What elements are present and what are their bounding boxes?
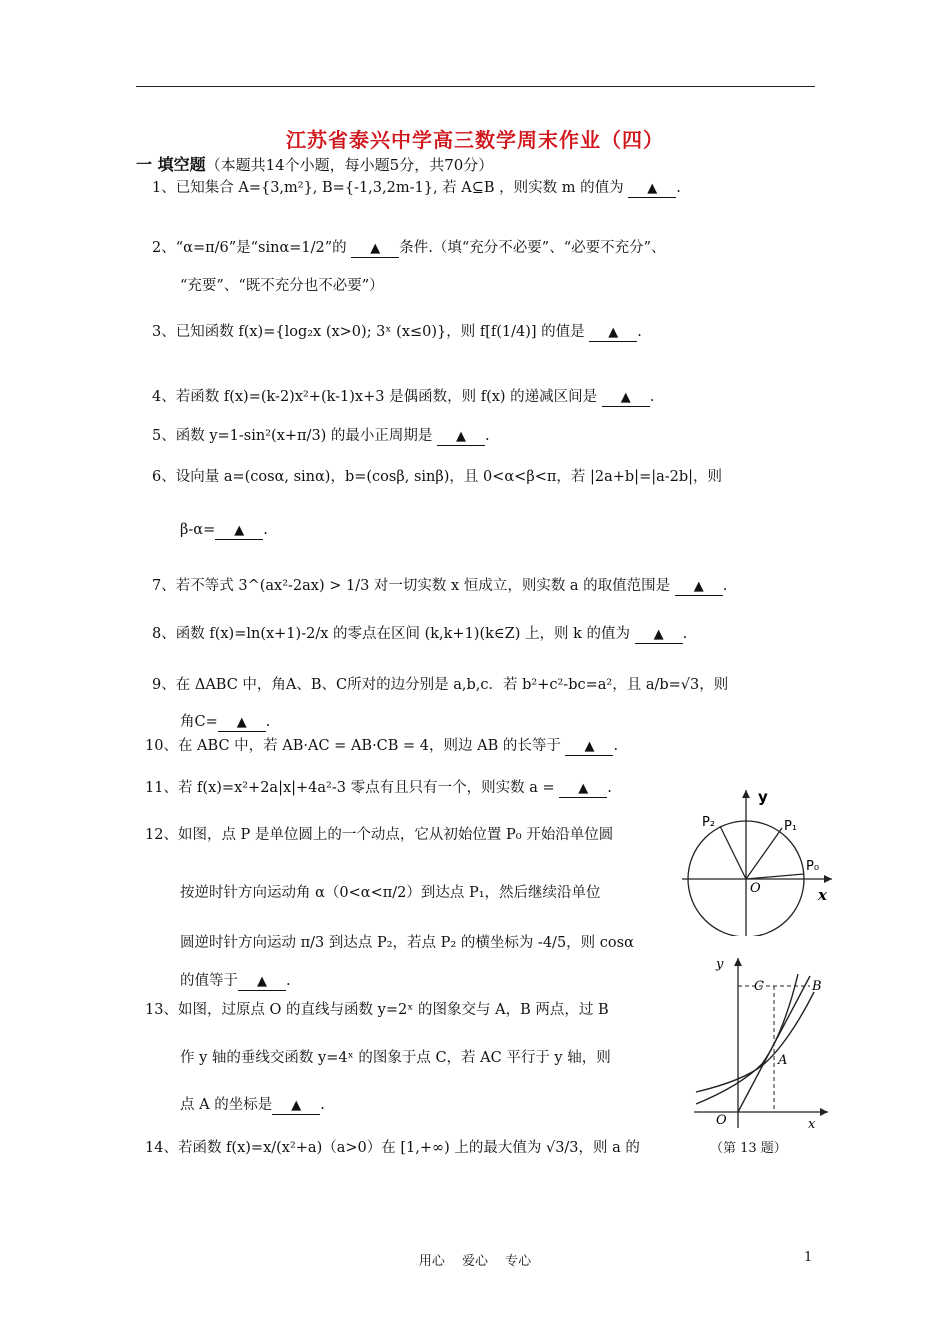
problem-6: 6、设向量 a=(cosα, sinα)，b=(cosβ, sinβ)，且 0<α<β<π，若 |2a+b|=|a-2b|，则 (152, 469, 723, 485)
y-label: y (716, 957, 724, 972)
origin-label: O (716, 1113, 727, 1128)
answer-blank: ▲ (218, 714, 266, 732)
section-heading (136, 152, 493, 175)
problem-3: 3、已知函数 f(x)={log₂x (x>0); 3ˣ (x≤0)}，则 f[f(1/4)] 的值是 ▲ . (152, 324, 642, 342)
point-b-label: B (812, 979, 822, 994)
footer-text: 用心 爱心 专心 (418, 1254, 532, 1269)
ray-p2 (720, 826, 746, 879)
problem-13-line3: 点 A 的坐标是 ▲ . (180, 1097, 325, 1115)
answer-blank: ▲ (351, 240, 399, 258)
answer-blank: ▲ (559, 780, 607, 798)
curve-2x (696, 992, 814, 1092)
page-number: 1 (804, 1250, 813, 1265)
answer-blank: ▲ (675, 578, 723, 596)
problem-6-cont: β-α= ▲ . (180, 522, 268, 540)
x-label: x (808, 1117, 816, 1132)
y-axis-arrow (742, 790, 750, 798)
problem-7: 7、若不等式 3^(ax²-2ax) > 1/3 对一切实数 x 恒成立，则实数 a 的取值范围是 ▲ . (152, 578, 727, 596)
p1-label: P₁ (784, 819, 798, 834)
answer-blank: ▲ (215, 522, 263, 540)
unit-circle-figure (682, 786, 842, 936)
problem-9: 9、在 ΔABC 中，角A、B、C所对的边分别是 a,b,c．若 b²+c²-bc=a²，且 a/b=√3，则 (152, 677, 729, 693)
x-axis-arrow (824, 875, 832, 883)
point-c-label: C (754, 979, 764, 994)
origin-label: O (750, 881, 761, 896)
x-axis-arrow (820, 1108, 828, 1116)
problem-14: 14、若函数 f(x)=x/(x²+a)（a>0）在 [1,+∞) 上的最大值为 √3/3，则 a 的 (145, 1140, 640, 1156)
section-note: （本题共14个小题，每小题5分，共70分） (205, 156, 494, 174)
problem-12: 12、如图，点 P 是单位圆上的一个动点，它从初始位置 P₀ 开始沿单位圆 (145, 827, 614, 843)
problem-2: 2、“α=π/6”是“sinα=1/2”的 ▲ 条件.（填“充分不必要”、“必要不充分”、 (152, 240, 666, 258)
y-axis-arrow (734, 958, 742, 966)
point-a-label: A (778, 1053, 788, 1068)
problem-9-cont: 角C= ▲ . (180, 714, 270, 732)
figure-13-caption: （第 13 题） (710, 1141, 787, 1156)
ray-p1 (746, 828, 782, 879)
y-label: y (758, 788, 768, 806)
problem-8: 8、函数 f(x)=ln(x+1)-2/x 的零点在区间 (k,k+1)(k∈Z) 上，则 k 的值为 ▲ . (152, 626, 687, 644)
problem-12-line4: 的值等于 ▲ . (180, 973, 291, 991)
p0-label: P₀ (806, 859, 820, 874)
answer-blank: ▲ (238, 973, 286, 991)
page-title: 江苏省泰兴中学高三数学周末作业（四） (286, 128, 664, 152)
problem-13: 13、如图，过原点 O 的直线与函数 y=2ˣ 的图象交与 A，B 两点，过 B (145, 1002, 609, 1018)
answer-blank: ▲ (589, 324, 637, 342)
problem-12-line3: 圆逆时针方向运动 π/3 到达点 P₂，若点 P₂ 的横坐标为 -4/5，则 cosα (180, 935, 634, 951)
problem-5: 5、函数 y=1-sin²(x+π/3) 的最小正周期是 ▲ . (152, 428, 490, 446)
problem-12-line2: 按逆时针方向运动角 α（0<α<π/2）到达点 P₁，然后继续沿单位 (180, 885, 601, 901)
problem-2-cont: “充要”、“既不充分也不必要”） (180, 278, 384, 294)
answer-blank: ▲ (272, 1097, 320, 1115)
section-label: 一 填空题 (136, 155, 206, 174)
problem-13-line2: 作 y 轴的垂线交函数 y=4ˣ 的图象于点 C，若 AC 平行于 y 轴，则 (180, 1050, 611, 1066)
curve-4x (696, 974, 798, 1104)
answer-blank: ▲ (635, 626, 683, 644)
problem-4: 4、若函数 f(x)=(k-2)x²+(k-1)x+3 是偶函数，则 f(x) 的递减区间是 ▲ . (152, 389, 654, 407)
answer-blank: ▲ (602, 389, 650, 407)
answer-blank: ▲ (628, 180, 676, 198)
exp-curves-figure (690, 952, 835, 1132)
x-label: x (818, 886, 827, 904)
ray-p0 (746, 874, 804, 879)
problem-10: 10、在 ABC 中，若 AB·AC = AB·CB = 4，则边 AB 的长等于 ▲ . (145, 738, 618, 756)
answer-blank: ▲ (565, 738, 613, 756)
header-rule (136, 86, 815, 87)
p2-label: P₂ (702, 815, 716, 830)
problem-1: 1、已知集合 A={3,m²}, B={-1,3,2m-1}, 若 A⊆B ，则实数 m 的值为 ▲ . (152, 180, 681, 198)
problem-11: 11、若 f(x)=x²+2a|x|+4a²-3 零点有且只有一个，则实数 a = ▲ . (145, 780, 612, 798)
answer-blank: ▲ (437, 428, 485, 446)
